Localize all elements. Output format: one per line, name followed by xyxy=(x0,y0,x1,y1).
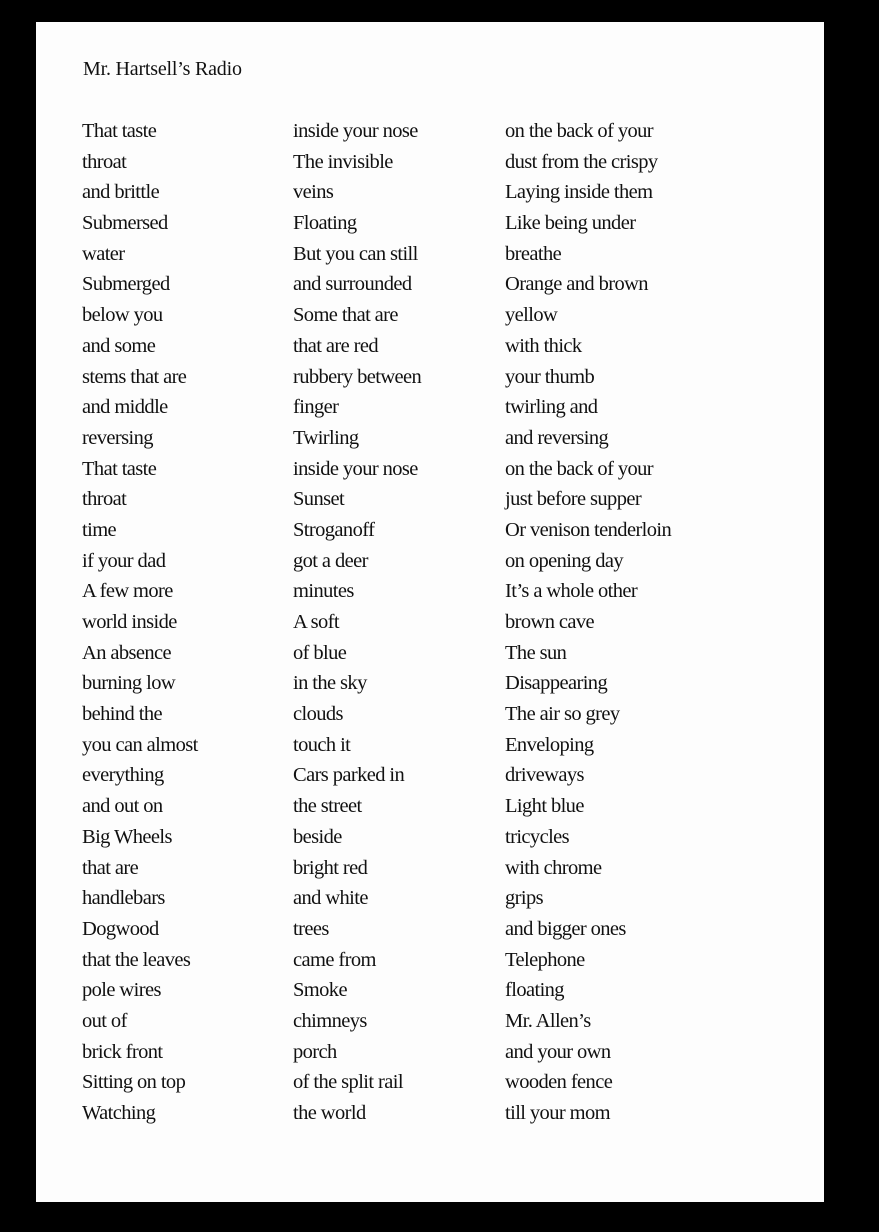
poem-line: Cars parked in xyxy=(293,764,405,787)
poem-line: Floating xyxy=(293,212,357,235)
poem-line: That taste xyxy=(82,457,157,480)
poem-line: Sunset xyxy=(293,488,345,511)
poem-line: Submersed xyxy=(82,212,168,235)
poem-line: A few more xyxy=(82,580,173,603)
poem-line: that are red xyxy=(293,334,378,357)
poem-line: The sun xyxy=(505,641,567,664)
poem-line: just before supper xyxy=(505,488,642,511)
poem-line: breathe xyxy=(505,242,562,265)
poem-line: stems that are xyxy=(82,365,187,388)
poem-line: below you xyxy=(82,304,163,327)
poem-line: Twirling xyxy=(293,426,359,449)
poem-line: and white xyxy=(293,887,368,910)
poem-line: finger xyxy=(293,396,339,419)
poem-line: veins xyxy=(293,181,334,204)
poem-line: Stroganoff xyxy=(293,518,375,541)
poem-line: the world xyxy=(293,1102,366,1124)
poem-line: Dogwood xyxy=(82,917,159,940)
poem-line: minutes xyxy=(293,580,354,603)
poem-title: Mr. Hartsell’s Radio xyxy=(83,58,242,80)
poem-line: with chrome xyxy=(505,856,602,879)
poem-line: Laying inside them xyxy=(505,181,653,204)
poem-line: and some xyxy=(82,334,156,357)
poem-line: on the back of your xyxy=(505,120,653,142)
poem-line: Like being under xyxy=(505,212,636,235)
poem-line: and reversing xyxy=(505,426,609,449)
poem-line: The invisible xyxy=(293,150,393,173)
poem-column-1 xyxy=(82,116,198,1129)
poem-line: floating xyxy=(505,979,564,1002)
poem-line: rubbery between xyxy=(293,365,422,388)
poem-line: in the sky xyxy=(293,672,367,695)
poem-line: and out on xyxy=(82,795,163,818)
poem-line: came from xyxy=(293,948,376,971)
poem-line: porch xyxy=(293,1040,337,1063)
poem-line: It’s a whole other xyxy=(505,580,638,603)
poem-column-3 xyxy=(505,116,671,1129)
poem-column-2 xyxy=(293,116,421,1129)
poem-line: and your own xyxy=(505,1040,611,1063)
document-page xyxy=(36,22,824,1202)
poem-line: But you can still xyxy=(293,242,418,265)
poem-line: bright red xyxy=(293,856,368,879)
poem-line: inside your nose xyxy=(293,120,418,142)
poem-line: behind the xyxy=(82,703,162,726)
poem-line: That taste xyxy=(82,120,157,142)
poem-line: touch it xyxy=(293,733,351,756)
poem-line: tricycles xyxy=(505,825,570,848)
poem-line: and brittle xyxy=(82,181,160,204)
poem-line: world inside xyxy=(82,611,177,633)
poem-line: inside your nose xyxy=(293,457,418,480)
poem-line: Disappearing xyxy=(505,672,608,695)
poem-line: of the split rail xyxy=(293,1071,403,1094)
poem-body xyxy=(36,116,824,1166)
poem-line: twirling and xyxy=(505,396,598,419)
poem-line: Mr. Allen’s xyxy=(505,1009,591,1032)
poem-line: reversing xyxy=(82,426,153,449)
poem-line: dust from the crispy xyxy=(505,150,658,173)
poem-line: throat xyxy=(82,488,127,511)
poem-line: your thumb xyxy=(505,365,595,388)
poem-line: Telephone xyxy=(505,948,585,971)
poem-line: got a deer xyxy=(293,549,368,572)
poem-line: handlebars xyxy=(82,887,165,910)
poem-line: Or venison tenderloin xyxy=(505,518,672,541)
poem-line: A soft xyxy=(293,611,339,633)
poem-line: if your dad xyxy=(82,549,166,572)
poem-line: Some that are xyxy=(293,304,398,327)
poem-line: yellow xyxy=(505,304,558,327)
poem-line: of blue xyxy=(293,641,347,664)
poem-line: everything xyxy=(82,764,164,787)
poem-line: pole wires xyxy=(82,979,161,1002)
poem-line: throat xyxy=(82,150,127,173)
poem-line: Orange and brown xyxy=(505,273,648,296)
poem-line: clouds xyxy=(293,703,343,726)
poem-line: on the back of your xyxy=(505,457,653,480)
poem-line: and bigger ones xyxy=(505,917,626,940)
poem-line: and middle xyxy=(82,396,168,419)
poem-line: An absence xyxy=(82,641,172,664)
poem-line: time xyxy=(82,518,117,541)
poem-line: Enveloping xyxy=(505,733,594,756)
poem-line: on opening day xyxy=(505,549,623,572)
poem-line: out of xyxy=(82,1009,127,1032)
poem-line: Sitting on top xyxy=(82,1071,186,1094)
poem-line: that are xyxy=(82,856,139,879)
poem-line: The air so grey xyxy=(505,703,620,726)
poem-line: beside xyxy=(293,825,342,848)
poem-line: brown cave xyxy=(505,611,595,633)
poem-line: till your mom xyxy=(505,1102,610,1124)
poem-line: Submerged xyxy=(82,273,170,296)
poem-line: trees xyxy=(293,917,329,940)
poem-line: wooden fence xyxy=(505,1071,613,1094)
poem-line: driveways xyxy=(505,764,584,787)
poem-line: Light blue xyxy=(505,795,584,818)
poem-line: Smoke xyxy=(293,979,347,1002)
poem-line: that the leaves xyxy=(82,948,191,971)
poem-line: brick front xyxy=(82,1040,163,1063)
poem-line: water xyxy=(82,242,125,265)
poem-line: and surrounded xyxy=(293,273,412,296)
poem-line: grips xyxy=(505,887,544,910)
poem-line: chimneys xyxy=(293,1009,367,1032)
poem-line: Big Wheels xyxy=(82,825,172,848)
poem-line: burning low xyxy=(82,672,176,695)
poem-line: you can almost xyxy=(82,733,198,756)
poem-line: Watching xyxy=(82,1102,156,1124)
poem-line: the street xyxy=(293,795,362,818)
poem-line: with thick xyxy=(505,334,582,357)
